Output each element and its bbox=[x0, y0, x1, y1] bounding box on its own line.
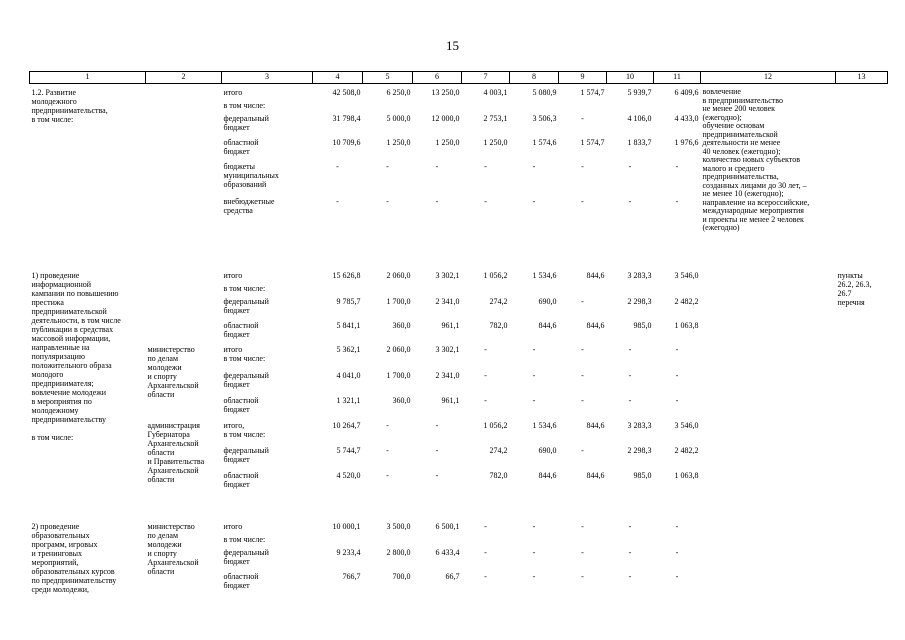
amount-cell: - bbox=[675, 396, 679, 405]
col-header: 5 bbox=[363, 72, 413, 84]
amount-cell: 5 841,1 bbox=[336, 321, 361, 330]
amount-cell: - bbox=[484, 371, 487, 380]
amount-cell: - bbox=[386, 197, 389, 206]
amount-cell: 700,0 bbox=[392, 572, 411, 581]
amount-cell: 1 321,1 bbox=[336, 396, 361, 405]
amount-cell: - bbox=[484, 522, 487, 531]
amount-cell: - bbox=[484, 162, 487, 171]
amount-cell: 1 700,0 bbox=[386, 297, 411, 306]
amount-cell: 844,6 bbox=[538, 321, 557, 330]
amount-cell: 5 362,1 bbox=[336, 345, 361, 354]
amount-cell: 360,0 bbox=[392, 396, 411, 405]
funding-source-cell: федеральный бюджет bbox=[223, 297, 269, 315]
amount-cell: 766,7 bbox=[342, 572, 361, 581]
row-spacer bbox=[30, 508, 888, 522]
amount-cell: - bbox=[484, 396, 487, 405]
amount-cell: - bbox=[386, 421, 389, 430]
amount-cell: - bbox=[336, 197, 339, 206]
amount-cell: - bbox=[581, 522, 584, 531]
amount-cell: 1 056,2 bbox=[483, 271, 508, 280]
executor-cell: министерство по делам молодежи и спорту Архангельской области bbox=[147, 522, 199, 576]
amount-cell: 1 250,0 bbox=[483, 138, 508, 147]
amount-cell: - bbox=[675, 162, 679, 171]
amount-cell: 9 233,4 bbox=[336, 548, 361, 557]
amount-cell: 13 250,0 bbox=[431, 88, 460, 97]
funding-source-cell: областной бюджет bbox=[223, 396, 259, 414]
reference-cell bbox=[836, 88, 888, 257]
col-header: 9 bbox=[559, 72, 607, 84]
amount-cell bbox=[363, 284, 413, 297]
amount-cell: 3 283,3 bbox=[627, 271, 652, 280]
funding-source-cell: итого bbox=[223, 522, 243, 531]
amount-cell: - bbox=[435, 421, 439, 430]
amount-cell: 2 341,0 bbox=[435, 371, 460, 380]
table-row bbox=[30, 88, 888, 101]
executor-cell bbox=[146, 88, 222, 257]
col-header: 13 bbox=[836, 72, 888, 84]
amount-cell: 985,0 bbox=[633, 321, 652, 330]
amount-cell: - bbox=[435, 162, 439, 171]
amount-cell: 2 298,3 bbox=[627, 446, 652, 455]
funding-source-cell: внебюджетные средства bbox=[223, 197, 275, 215]
amount-cell: - bbox=[532, 197, 536, 206]
measure-name-cell: 1) проведение информационной кампании по повышению престижа предпринимательской деятельности, в том числе публикации в средствах массовой информации, направленные на популяризацию положительного образа молодого предпринимателя; вовлечение молодежи в мероприятия по молодежному предпринимательству в том числе: bbox=[31, 271, 121, 442]
expected-result-cell: вовлечение в предпринимательство не менее 200 человек (ежегодно); обучение основам предпринимательской деятельности не менее 40 человек (ежегодно); количество новых субъектов малого и среднего предпринимательства, созданных лицами до 30 лет, – не менее 10 (ежегодно); направление на всероссийские, международные мероприятия и проекты не менее 2 человек (ежегодно) bbox=[702, 88, 810, 232]
amount-cell: - bbox=[581, 446, 584, 455]
amount-cell: 3 500,0 bbox=[386, 522, 411, 531]
page-number: 15 bbox=[446, 38, 459, 53]
executor-cell: министерство по делам молодежи и спорту Архангельской области bbox=[147, 345, 199, 399]
amount-cell: 5 744,7 bbox=[336, 446, 361, 455]
amount-cell: - bbox=[675, 548, 679, 557]
amount-cell: 6 409,6 bbox=[674, 88, 699, 97]
spacer-cell bbox=[30, 257, 888, 271]
amount-cell: 1 700,0 bbox=[386, 371, 411, 380]
funding-source-cell: областной бюджет bbox=[223, 138, 259, 156]
amount-cell: - bbox=[435, 471, 439, 480]
amount-cell: 4 003,1 bbox=[483, 88, 508, 97]
amount-cell: - bbox=[581, 297, 584, 306]
amount-cell: - bbox=[484, 548, 487, 557]
funding-source-cell: итого bbox=[223, 88, 243, 97]
amount-cell: 3 506,3 bbox=[532, 114, 557, 123]
amount-cell: 10 000,1 bbox=[332, 522, 361, 531]
amount-cell: 690,0 bbox=[538, 446, 557, 455]
funding-source-cell: в том числе: bbox=[223, 284, 266, 293]
funding-source-cell: бюджеты муниципальных образований bbox=[223, 162, 279, 189]
amount-cell bbox=[413, 284, 462, 297]
amount-cell: 2 298,3 bbox=[627, 297, 652, 306]
col-header: 1 bbox=[30, 72, 146, 84]
amount-cell: 844,6 bbox=[538, 471, 557, 480]
amount-cell: 2 341,0 bbox=[435, 297, 460, 306]
amount-cell: 10 264,7 bbox=[332, 421, 361, 430]
amount-cell: 2 800,0 bbox=[386, 548, 411, 557]
amount-cell: 1 250,0 bbox=[386, 138, 411, 147]
amount-cell: 1 250,0 bbox=[435, 138, 460, 147]
expected-result-cell bbox=[701, 522, 836, 602]
amount-cell bbox=[607, 535, 654, 548]
amount-cell: - bbox=[336, 162, 339, 171]
col-header: 4 bbox=[313, 72, 363, 84]
amount-cell: - bbox=[532, 162, 536, 171]
amount-cell: 6 500,1 bbox=[435, 522, 460, 531]
funding-source-cell: итого в том числе: bbox=[223, 345, 266, 363]
amount-cell: 1 056,2 bbox=[483, 421, 508, 430]
amount-cell: 31 798,4 bbox=[332, 114, 361, 123]
amount-cell: - bbox=[484, 572, 487, 581]
funding-source-cell: федеральный бюджет bbox=[223, 371, 269, 389]
amount-cell bbox=[559, 284, 607, 297]
amount-cell: - bbox=[675, 371, 679, 380]
funding-source-cell: областной бюджет bbox=[223, 471, 259, 489]
amount-cell: 782,0 bbox=[489, 471, 508, 480]
amount-cell: 1 833,7 bbox=[627, 138, 652, 147]
amount-cell: - bbox=[628, 371, 632, 380]
amount-cell: - bbox=[532, 371, 536, 380]
amount-cell: 985,0 bbox=[633, 471, 652, 480]
executor-cell: администрация Губернатора Архангельской области и Правительства Архангельской области bbox=[147, 421, 205, 484]
amount-cell: - bbox=[435, 446, 439, 455]
amount-cell: - bbox=[628, 396, 632, 405]
amount-cell: - bbox=[532, 548, 536, 557]
funding-source-cell: областной бюджет bbox=[223, 321, 259, 339]
funding-source-cell: федеральный бюджет bbox=[223, 548, 269, 566]
amount-cell: 3 546,0 bbox=[674, 421, 699, 430]
measure-name-cell: 1.2. Развитие молодежного предпринимательства, в том числе: bbox=[31, 88, 108, 124]
amount-cell: - bbox=[675, 345, 679, 354]
amount-cell: - bbox=[532, 396, 536, 405]
amount-cell bbox=[510, 284, 559, 297]
amount-cell bbox=[413, 101, 462, 114]
amount-cell bbox=[313, 101, 363, 114]
col-header: 7 bbox=[462, 72, 510, 84]
amount-cell bbox=[559, 535, 607, 548]
amount-cell: - bbox=[628, 197, 632, 206]
amount-cell bbox=[313, 284, 363, 297]
amount-cell: 6 250,0 bbox=[386, 88, 411, 97]
amount-cell: 9 785,7 bbox=[336, 297, 361, 306]
amount-cell: 1 976,6 bbox=[674, 138, 699, 147]
measure-name-cell: 2) проведение образовательных программ, игровых и тренинговых мероприятий, образовательных курсов по предпринимательству среди молодежи, bbox=[31, 522, 117, 594]
amount-cell: 844,6 bbox=[586, 421, 605, 430]
executor-cell bbox=[146, 271, 222, 345]
amount-cell: - bbox=[581, 371, 584, 380]
amount-cell: 1 534,6 bbox=[532, 271, 557, 280]
table-row bbox=[30, 271, 888, 284]
amount-cell: 3 283,3 bbox=[627, 421, 652, 430]
amount-cell: 3 302,1 bbox=[435, 345, 460, 354]
amount-cell: 360,0 bbox=[392, 321, 411, 330]
amount-cell: - bbox=[581, 572, 584, 581]
amount-cell: - bbox=[435, 197, 439, 206]
spacer-cell bbox=[30, 508, 888, 522]
amount-cell: - bbox=[628, 522, 632, 531]
amount-cell bbox=[607, 284, 654, 297]
amount-cell: - bbox=[581, 197, 584, 206]
amount-cell: 1 063,8 bbox=[674, 471, 699, 480]
amount-cell: - bbox=[628, 548, 632, 557]
amount-cell bbox=[654, 101, 701, 114]
amount-cell: - bbox=[386, 162, 389, 171]
amount-cell bbox=[413, 535, 462, 548]
amount-cell: - bbox=[628, 572, 632, 581]
amount-cell: - bbox=[581, 396, 584, 405]
amount-cell: 1 574,6 bbox=[532, 138, 557, 147]
amount-cell: 782,0 bbox=[489, 321, 508, 330]
amount-cell: - bbox=[628, 345, 632, 354]
amount-cell: 4 520,0 bbox=[336, 471, 361, 480]
amount-cell: 3 302,1 bbox=[435, 271, 460, 280]
amount-cell: - bbox=[532, 572, 536, 581]
amount-cell: 2 482,2 bbox=[674, 446, 699, 455]
amount-cell: 12 000,0 bbox=[431, 114, 460, 123]
funding-source-cell: итого bbox=[223, 271, 243, 280]
col-header: 6 bbox=[413, 72, 462, 84]
amount-cell bbox=[654, 535, 701, 548]
amount-cell: 961,1 bbox=[441, 321, 460, 330]
amount-cell bbox=[462, 284, 510, 297]
amount-cell: - bbox=[386, 471, 389, 480]
amount-cell: - bbox=[581, 548, 584, 557]
amount-cell: 274,2 bbox=[489, 446, 508, 455]
amount-cell: - bbox=[532, 345, 536, 354]
col-header: 8 bbox=[510, 72, 559, 84]
amount-cell: 5 939,7 bbox=[627, 88, 652, 97]
amount-cell: 6 433,4 bbox=[435, 548, 460, 557]
amount-cell bbox=[607, 101, 654, 114]
col-header: 11 bbox=[654, 72, 701, 84]
budget-table bbox=[29, 71, 888, 602]
amount-cell: 1 574,7 bbox=[580, 88, 605, 97]
column-number-row bbox=[30, 72, 888, 84]
amount-cell: - bbox=[675, 522, 679, 531]
amount-cell: 274,2 bbox=[489, 297, 508, 306]
amount-cell: - bbox=[484, 345, 487, 354]
amount-cell bbox=[510, 535, 559, 548]
amount-cell: 5 000,0 bbox=[386, 114, 411, 123]
funding-source-cell: федеральный бюджет bbox=[223, 114, 269, 132]
amount-cell bbox=[462, 101, 510, 114]
amount-cell: 1 063,8 bbox=[674, 321, 699, 330]
amount-cell: - bbox=[581, 162, 584, 171]
amount-cell: 844,6 bbox=[586, 271, 605, 280]
amount-cell: 66,7 bbox=[445, 572, 460, 581]
funding-source-cell: итого, в том числе: bbox=[223, 421, 266, 439]
amount-cell: 2 060,0 bbox=[386, 271, 411, 280]
amount-cell: 42 508,0 bbox=[332, 88, 361, 97]
amount-cell: 4 041,0 bbox=[336, 371, 361, 380]
amount-cell bbox=[462, 535, 510, 548]
amount-cell bbox=[559, 101, 607, 114]
reference-cell bbox=[836, 522, 888, 602]
col-header: 3 bbox=[222, 72, 313, 84]
amount-cell: 15 626,8 bbox=[332, 271, 361, 280]
amount-cell bbox=[313, 535, 363, 548]
amount-cell: 10 709,6 bbox=[332, 138, 361, 147]
amount-cell: 4 433,0 bbox=[674, 114, 699, 123]
amount-cell: 2 753,1 bbox=[483, 114, 508, 123]
amount-cell bbox=[654, 284, 701, 297]
amount-cell: 844,6 bbox=[586, 471, 605, 480]
amount-cell: - bbox=[386, 446, 389, 455]
amount-cell bbox=[510, 101, 559, 114]
funding-source-cell: областной бюджет bbox=[223, 572, 259, 590]
amount-cell: 4 106,0 bbox=[627, 114, 652, 123]
amount-cell: 2 060,0 bbox=[386, 345, 411, 354]
amount-cell: 1 534,6 bbox=[532, 421, 557, 430]
expected-result-cell bbox=[701, 271, 836, 508]
amount-cell: - bbox=[675, 572, 679, 581]
col-header: 2 bbox=[146, 72, 222, 84]
amount-cell: 961,1 bbox=[441, 396, 460, 405]
table-row bbox=[30, 522, 888, 535]
amount-cell bbox=[363, 535, 413, 548]
amount-cell bbox=[363, 101, 413, 114]
col-header: 10 bbox=[607, 72, 654, 84]
amount-cell: - bbox=[532, 522, 536, 531]
funding-source-cell: в том числе: bbox=[223, 101, 266, 110]
row-spacer bbox=[30, 257, 888, 271]
amount-cell: 844,6 bbox=[586, 321, 605, 330]
amount-cell: 1 574,7 bbox=[580, 138, 605, 147]
amount-cell: - bbox=[581, 114, 584, 123]
reference-cell: пункты 26.2, 26.3, 26.7 перечня bbox=[837, 271, 872, 307]
amount-cell: 2 482,2 bbox=[674, 297, 699, 306]
amount-cell: - bbox=[581, 345, 584, 354]
amount-cell: 3 546,0 bbox=[674, 271, 699, 280]
amount-cell: 5 080,9 bbox=[532, 88, 557, 97]
funding-source-cell: в том числе: bbox=[223, 535, 266, 544]
funding-source-cell: федеральный бюджет bbox=[223, 446, 269, 464]
amount-cell: - bbox=[484, 197, 487, 206]
col-header: 12 bbox=[701, 72, 836, 84]
amount-cell: 690,0 bbox=[538, 297, 557, 306]
amount-cell: - bbox=[675, 197, 679, 206]
amount-cell: - bbox=[628, 162, 632, 171]
